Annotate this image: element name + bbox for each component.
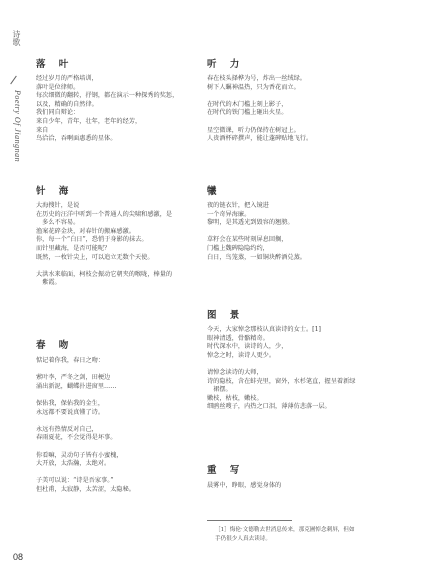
poem-line: 请悼念读诗的大师， [207,369,263,376]
poem-line: 你看嘛，灵动句子皆有小蜜槐， [36,451,123,459]
poem-line: 细鸥丝嗖子，内热之口泪，薄薄仿悲落一层。 [207,403,331,411]
poem-line: 惦记着你我，春日之吻： [36,357,105,364]
poem-line: 多么不容易。 [36,219,80,227]
poem-line: 在时代的铁门槛上砸出火星。 [207,109,288,117]
poem-line: 悼念之时，读诗人更少。 [207,351,276,359]
poem-line: 大海搜针，是说 [36,202,80,209]
poem-line: 而针里藏海，是否可能呢？ [36,245,111,252]
poem-line: 大开放，太浩瀚，太绝对。 [36,460,111,468]
poem-line: 裙摆。 [207,386,232,394]
section-title-chongxie: 重 写 [207,465,245,476]
poem-line: 以及，精确的自然律。 [36,100,98,108]
poem-line: 一个奇异海廉。 [207,210,251,218]
poem-line: 在历史的汪洋中听到一个普通人的尖啸和感激，是 [36,210,173,218]
poem-line: 在时代的木门槛上刻上影子， [207,100,288,108]
poem-line: 黎明，是其透光到毁容的翘膀。 [207,219,294,227]
poem-line: 星空微课，听力仍保持在树冠上。 [207,126,300,134]
poem-line: 时代深水中，读诗的人，少， [207,343,288,351]
poem-line: 永远都不要说真懂了诗。 [36,408,105,416]
poem-line: 夜的链衣针，把入镜进 [207,202,269,209]
poem-line: 我们同自辩论： [36,109,80,117]
poem-line: 渔案花碎金块，对春针的搬麻感激。 [36,227,135,235]
poem-line: 人贵酒杯碎撰声，能让蓬碑贴地飞行。 [207,135,313,143]
poem-line: 紫霞。 [36,279,61,287]
page-number: 08 [13,552,24,562]
poem-line: 鸟洽洽，吞啊面惠悉的星体。 [36,135,117,143]
section-title-tujing: 图 景 [207,310,245,321]
poem-line: 保佑我，保佑我的金生， [36,400,105,407]
footnote-line: 手仍很少人真去读诗。 [215,536,271,542]
poem-line: 诗的隐枝，含在蚌壳里，窗外，水杉笔直，握呈着新绿 [207,377,356,385]
poem-line: 但杜甫，太寂静，太苦涩，太隐秘。 [36,486,135,493]
poem-line: 春雨夏花，不会觉得是坏事。 [36,434,117,442]
poem-line: 嫩枝，枯枝，嫩枝。 [207,394,263,402]
poem-line: 眼神清透，骨骼精奇。 [207,334,269,342]
poem-line: 经过岁月的严格培训， [36,75,98,82]
series-label: 诗歌 [12,30,21,46]
poem-line: 永远有热情反对自己， [36,425,98,433]
section-title-xi: 犧 [207,186,222,197]
poem-line: 既然，一枚针尖上，可以追立无数个天使。 [36,253,154,261]
poem-line: 落叶是位律师。 [36,83,80,91]
sidebar-divider [10,76,17,85]
poem-line: 每次细微的翻转，抒钢，都在演示一种探秀的奖惩， [36,92,179,100]
footnote-rule [207,520,292,521]
journal-title: Poetry Of Jiangnan [13,90,22,163]
poem-line: 春在枝头择桦为号，炸出一丝绒绿。 [207,75,306,82]
footnote-line: ［1］悔伦·文德勒去世消息传来，那克圃悼念刺屏，但如 [215,527,355,533]
sidebar [6,30,22,280]
section-title-luoye: 落 叶 [36,59,74,70]
section-title-chunwen: 春 吻 [36,340,74,351]
poem-line: 涌出新泥，蝴蝶扑进窗里…… [36,382,117,390]
poem-line: 来自少年，青年，壮年，老年的经芳， [36,118,142,125]
poem-line: 树下人瞩神温热，只为香花而立。 [207,83,300,91]
poem-line: 子美可以说：“诗是吾家事。” [36,477,114,485]
poem-line: 来自 [36,126,49,134]
poem-line: 门槛上魏碑隐隐约约， [207,245,269,252]
poem-line: 白日，鸟笼蒸，一如铜块醉酒兑蒸。 [207,253,306,261]
section-title-zhenhai: 针 海 [36,186,74,197]
section-title-tingli: 听 力 [207,59,245,70]
poem-line: 草籽会在某些时刻屏息回搁， [207,236,288,244]
poem-line: 萦叶李，严冬之剑，田梗边 [36,374,111,382]
poem-line: 今天，大家悼念那枝认真读诗的女士。[1] [207,326,321,333]
poem-line: 你，每一个“白日”，恐悄于身影的抹去。 [36,236,148,244]
poem-line: 晨雾中，睁眼，感觉身体的 [207,482,282,489]
poem-line: 大洪水来临面，柯枝会振动它朝夹的喉咙，棒量的 [36,270,173,278]
